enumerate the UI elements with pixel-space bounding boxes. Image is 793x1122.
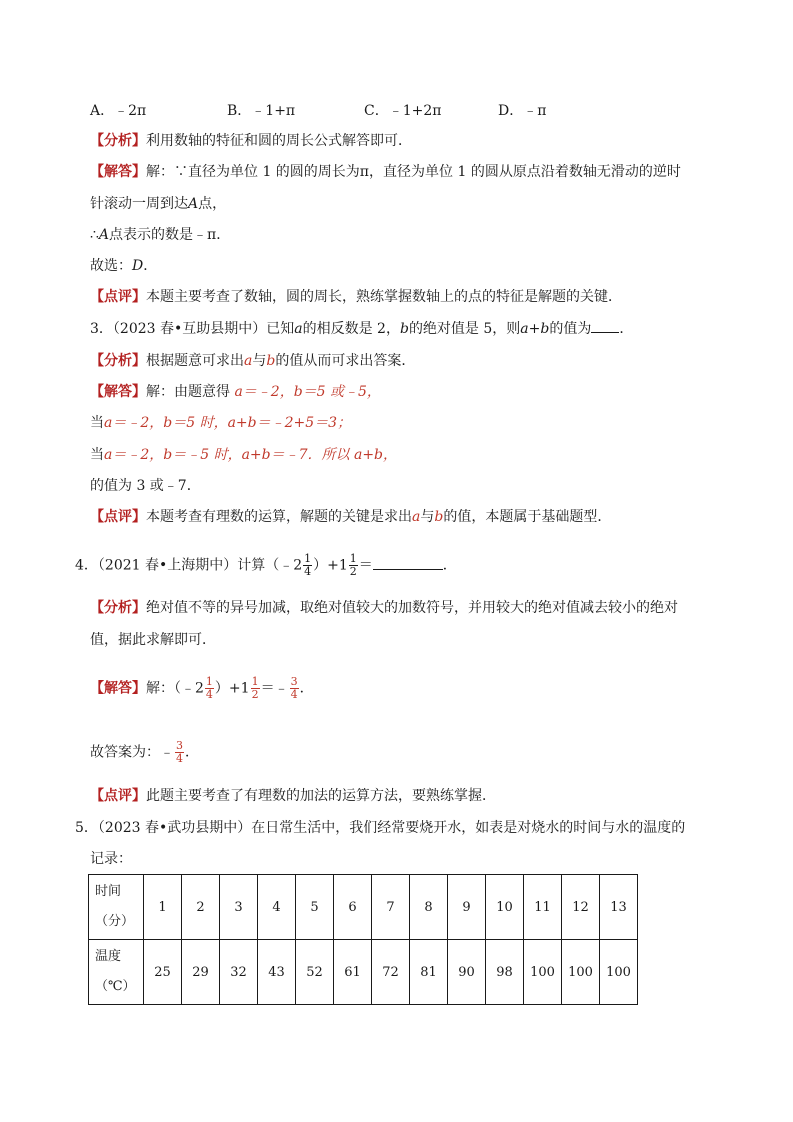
table-row bbox=[89, 940, 638, 1005]
answer-tag: 【解答】 bbox=[90, 164, 146, 180]
table-cell: 98 bbox=[486, 940, 524, 1005]
table-cell: 100 bbox=[524, 940, 562, 1005]
q3-stem: 3．（2023 春•互助县期中）已知a的相反数是 2，b的绝对值是 5，则a+b的值为 ． bbox=[90, 318, 633, 339]
option-a: A．﹣2π bbox=[90, 103, 147, 119]
q2-answer-line1: 【解答】解：∵直径为单位 1 的圆的周长为π，直径为单位 1 的圆从原点沿着数轴无滑动的逆时 bbox=[90, 164, 681, 180]
table-cell: 6 bbox=[334, 875, 372, 940]
q2-answer-line3: ∴A点表示的数是﹣π． bbox=[90, 227, 231, 243]
q3-comment: 【点评】本题考查有理数的运算，解题的关键是求出a与b的值，本题属于基础题型． bbox=[90, 509, 612, 525]
table-cell: 1 bbox=[144, 875, 182, 940]
table-cell: 90 bbox=[448, 940, 486, 1005]
analysis-tag: 【分析】 bbox=[90, 353, 146, 369]
table-cell: 25 bbox=[144, 940, 182, 1005]
row-header: 时间 （分） bbox=[89, 875, 144, 940]
q3-case1: 当a＝﹣2，b＝5 时，a+b＝﹣2+5＝3； bbox=[90, 415, 352, 431]
table-cell: 3 bbox=[220, 875, 258, 940]
table-cell: 29 bbox=[182, 940, 220, 1005]
answer-tag: 【解答】 bbox=[90, 384, 146, 400]
table-row bbox=[89, 875, 638, 940]
answer-tag: 【解答】 bbox=[90, 680, 146, 697]
table-cell: 100 bbox=[562, 940, 600, 1005]
fraction: $\frac{3}{4}$ bbox=[290, 675, 298, 701]
table-cell: 12 bbox=[562, 875, 600, 940]
option-b: B．﹣1+π bbox=[227, 103, 296, 119]
q2-analysis: 【分析】利用数轴的特征和圆的周长公式解答即可． bbox=[90, 133, 412, 149]
comment-tag: 【点评】 bbox=[90, 509, 146, 525]
q4-final: 故答案为：﹣ $\frac{3}{4}$ ． bbox=[90, 739, 199, 765]
q5-stem-line1: 5．（2023 春•武功县期中）在日常生活中，我们经常要烧开水，如表是对烧水的时间与水的温度的 bbox=[75, 820, 686, 836]
table-cell: 100 bbox=[600, 940, 638, 1005]
q3-result: 的值为 3 或﹣7． bbox=[90, 478, 201, 494]
q3-case2: 当a＝﹣2，b＝﹣5 时，a+b＝﹣7．所以 a+b， bbox=[90, 447, 398, 463]
fraction: $\frac{1}{4}$ bbox=[304, 552, 312, 578]
fraction: $\frac{1}{2}$ bbox=[349, 552, 357, 578]
comment-tag: 【点评】 bbox=[90, 289, 146, 305]
analysis-tag: 【分析】 bbox=[90, 133, 146, 149]
table-cell: 72 bbox=[372, 940, 410, 1005]
answer-blank[interactable] bbox=[591, 318, 619, 333]
answer-blank[interactable] bbox=[373, 555, 443, 570]
row-header: 温度 （℃） bbox=[89, 940, 144, 1005]
q2-comment: 【点评】本题主要考查了数轴，圆的周长，熟练掌握数轴上的点的特征是解题的关键． bbox=[90, 289, 622, 305]
q3-answer: 【解答】解：由题意得 a＝﹣2，b＝5 或﹣5， bbox=[90, 384, 381, 400]
q5-stem-line2: 记录： bbox=[90, 851, 132, 867]
table-cell: 32 bbox=[220, 940, 258, 1005]
table-cell: 2 bbox=[182, 875, 220, 940]
table-cell: 11 bbox=[524, 875, 562, 940]
table-cell: 81 bbox=[410, 940, 448, 1005]
table-cell: 9 bbox=[448, 875, 486, 940]
q2-answer-line2: 针滚动一周到达A点， bbox=[90, 196, 227, 212]
q4-analysis-line1: 【分析】绝对值不等的异号加减，取绝对值较大的加数符号，并用较大的绝对值减去较小的绝对 bbox=[90, 600, 678, 616]
table-cell: 13 bbox=[600, 875, 638, 940]
q4-answer: 【解答】解：（﹣2 $\frac{1}{4}$ ）+1 $\frac{1}{2}$ ＝﹣ $\frac{3}{4}$ ． bbox=[90, 675, 314, 701]
table-cell: 52 bbox=[296, 940, 334, 1005]
q4-comment: 【点评】此题主要考查了有理数的加法的运算方法，要熟练掌握． bbox=[90, 788, 496, 804]
table-cell: 4 bbox=[258, 875, 296, 940]
table-cell: 43 bbox=[258, 940, 296, 1005]
q4-stem: 4．（2021 春•上海期中）计算（﹣2 $\frac{1}{4}$ ）+1 $\frac{1}{2}$ ＝ ． bbox=[75, 552, 457, 578]
option-c: C．﹣1+2π bbox=[364, 103, 442, 119]
table-cell: 5 bbox=[296, 875, 334, 940]
fraction: $\frac{1}{2}$ bbox=[251, 675, 259, 701]
q4-analysis-line2: 值，据此求解即可． bbox=[90, 632, 216, 648]
analysis-tag: 【分析】 bbox=[90, 600, 146, 616]
table-cell: 10 bbox=[486, 875, 524, 940]
record-table bbox=[88, 874, 638, 1005]
option-d: D．﹣π bbox=[498, 103, 547, 119]
q2-choice: 故选：D． bbox=[90, 258, 158, 274]
q3-analysis: 【分析】根据题意可求出a与b的值从而可求出答案． bbox=[90, 353, 416, 369]
fraction: $\frac{3}{4}$ bbox=[176, 739, 183, 765]
table-cell: 7 bbox=[372, 875, 410, 940]
comment-tag: 【点评】 bbox=[90, 788, 146, 804]
table-cell: 61 bbox=[334, 940, 372, 1005]
table-cell: 8 bbox=[410, 875, 448, 940]
fraction: $\frac{1}{4}$ bbox=[205, 675, 213, 701]
